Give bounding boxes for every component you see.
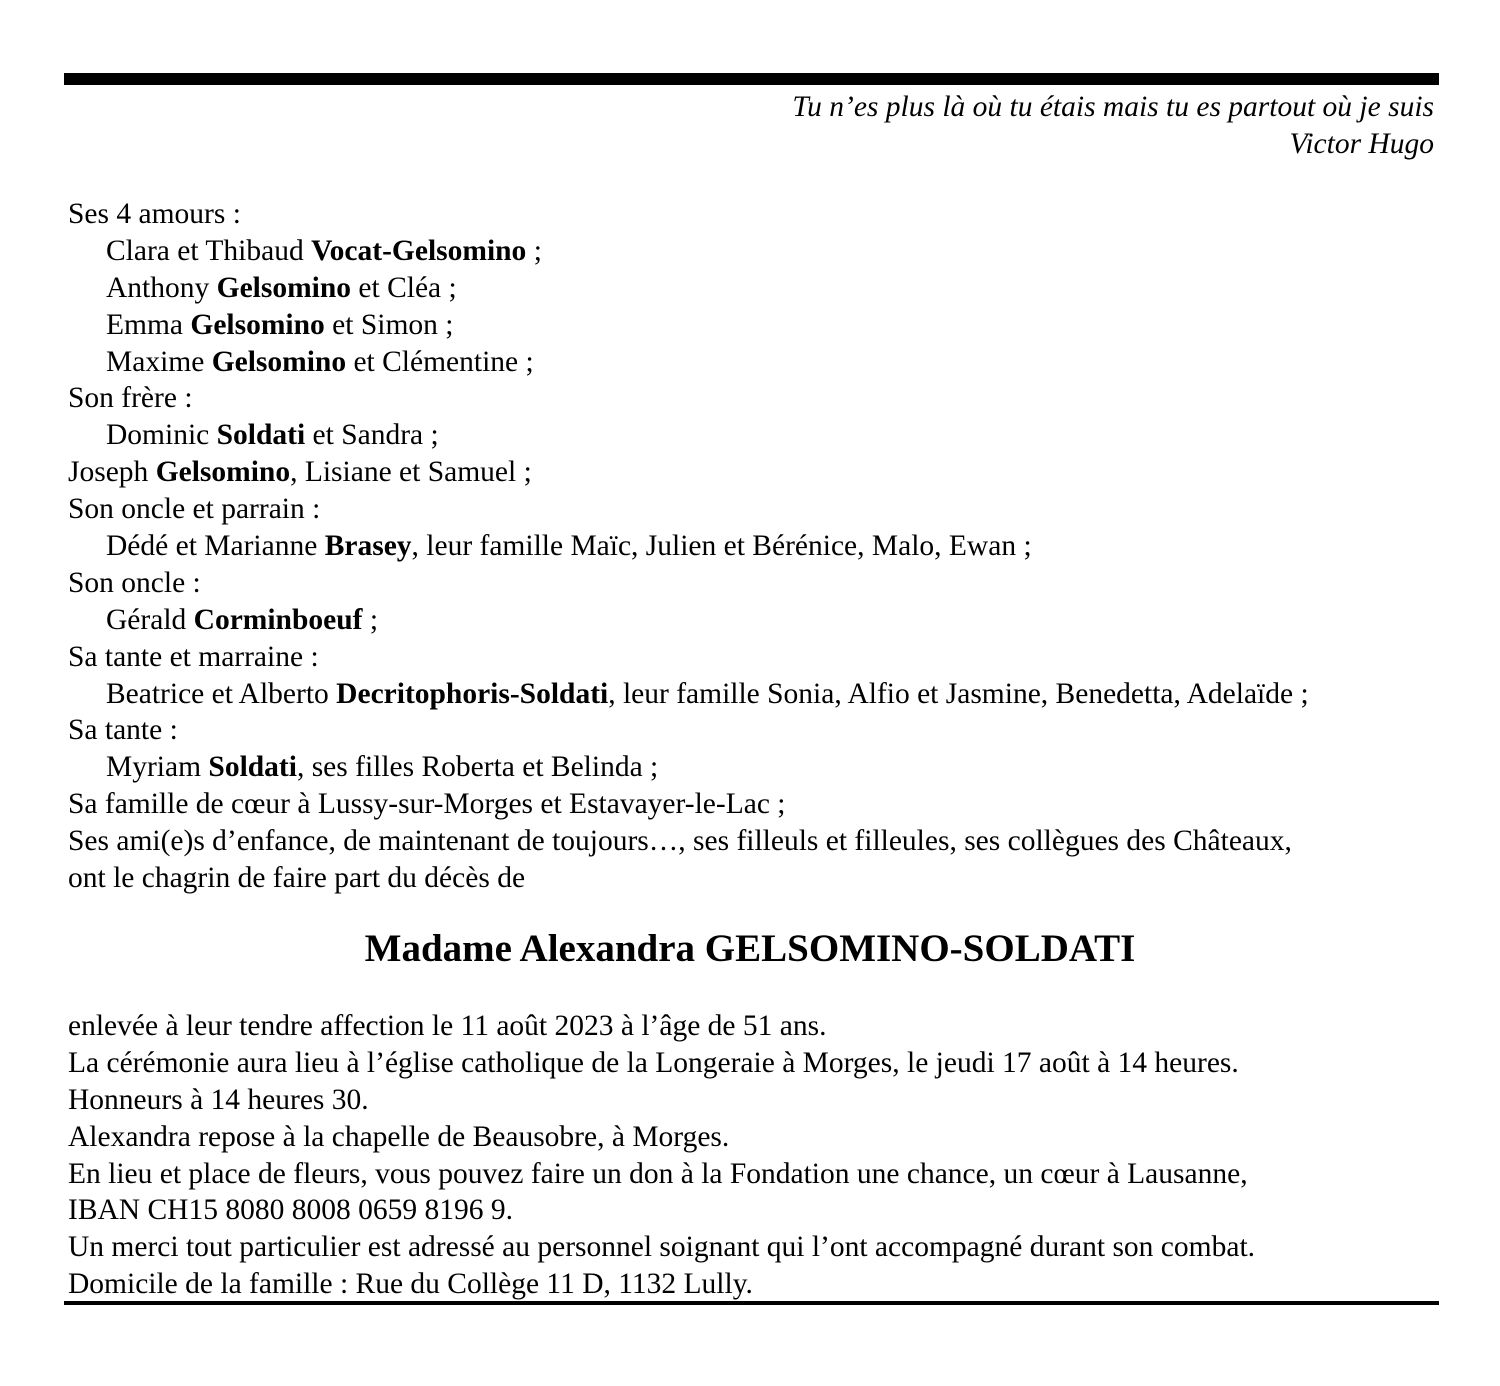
family-member-line (68, 307, 1309, 344)
details-line: En lieu et place de fleurs, vous pouvez faire un don à la Fondation une chance, un cœur à Lausanne, (68, 1157, 1248, 1190)
family-text: et Cléa ; (351, 271, 457, 304)
family-heading-line (68, 860, 1309, 897)
family-heading-line (68, 786, 1309, 823)
bottom-rule (64, 1301, 1439, 1305)
family-surname: Gelsomino (190, 308, 325, 341)
family-text: Clara et Thibaud (106, 234, 312, 267)
family-text: et Sandra ; (305, 419, 439, 452)
details-line: Alexandra repose à la chapelle de Beausobre, à Morges. (68, 1120, 730, 1153)
details-line: Un merci tout particulier est adressé au personnel soignant qui l’ont accompagné durant son combat. (68, 1231, 1256, 1264)
family-text: Sa famille de cœur à Lussy-sur-Morges et Estavayer-le-Lac ; (68, 788, 786, 821)
family-text: ; (526, 234, 542, 267)
family-text: Sa tante et marraine : (68, 640, 319, 673)
ceremony-details (68, 1008, 1255, 1303)
family-text: Dédé et Marianne (106, 530, 325, 563)
family-surname: Soldati (208, 751, 297, 784)
family-member-line (68, 602, 1309, 639)
family-member-line (68, 676, 1309, 713)
family-member-line (68, 528, 1309, 565)
family-text: , ses filles Roberta et Belinda ; (296, 751, 659, 784)
family-surname: Gelsomino (211, 345, 347, 378)
family-text: Maxime (106, 345, 212, 378)
details-line: La cérémonie aura lieu à l’église catholique de la Longeraie à Morges, le jeudi 17 août à 14 heures. (68, 1046, 1239, 1079)
family-text: Son frère : (68, 382, 193, 415)
family-member-line (68, 344, 1309, 381)
family-text: ; (362, 603, 379, 636)
family-list (68, 196, 1309, 897)
family-text: Emma (106, 308, 191, 341)
family-heading-line (68, 639, 1309, 676)
family-heading-line (68, 454, 1309, 491)
family-text: , leur famille Maïc, Julien et Bérénice, Malo, Ewan ; (411, 530, 1032, 563)
family-member-line (68, 417, 1309, 454)
family-surname: Brasey (324, 530, 412, 563)
family-heading-line (68, 196, 1309, 233)
quote-text: Tu n’es plus là où tu étais mais tu es partout où je suis (792, 91, 1434, 123)
family-surname: Gelsomino (216, 271, 352, 304)
family-text: , Lisiane et Samuel ; (290, 456, 532, 489)
details-line: Domicile de la famille : Rue du Collège 11 D, 1132 Lully. (68, 1268, 753, 1301)
family-member-line (68, 270, 1309, 307)
family-text: et Clémentine ; (346, 345, 534, 378)
family-text: Ses 4 amours : (68, 198, 241, 230)
details-line: enlevée à leur tendre affection le 11 août 2023 à l’âge de 51 ans. (68, 1010, 827, 1042)
epigraph (792, 89, 1434, 163)
family-heading-line (68, 712, 1309, 749)
family-surname: Gelsomino (155, 456, 291, 489)
family-surname: Soldati (216, 419, 306, 452)
top-rule (64, 73, 1439, 85)
deceased-name: Madame Alexandra GELSOMINO-SOLDATI (364, 927, 1136, 970)
family-text: Gérald (106, 603, 194, 636)
family-text: Son oncle : (68, 566, 201, 599)
family-text: Son oncle et parrain : (68, 493, 321, 526)
family-text: Beatrice et Alberto (106, 677, 337, 710)
family-member-line (68, 749, 1309, 786)
family-text: Sa tante : (68, 714, 178, 747)
quote-author: Victor Hugo (1289, 128, 1434, 160)
family-surname: Vocat-Gelsomino (311, 234, 527, 267)
family-text: Myriam (106, 751, 209, 784)
family-heading-line (68, 380, 1309, 417)
family-heading-line (68, 565, 1309, 602)
family-heading-line (68, 823, 1309, 860)
family-surname: Corminboeuf (193, 603, 363, 636)
family-heading-line (68, 491, 1309, 528)
family-surname: Decritophoris-Soldati (336, 677, 609, 710)
family-text: ont le chagrin de faire part du décès de (68, 862, 526, 895)
family-text: Dominic (106, 419, 217, 452)
family-text: Anthony (106, 271, 217, 304)
family-text: Ses ami(e)s d’enfance, de maintenant de toujours…, ses filleuls et filleules, ses collègues des Châteaux, (68, 825, 1292, 858)
details-line: Honneurs à 14 heures 30. (68, 1083, 369, 1116)
family-text: , leur famille Sonia, Alfio et Jasmine, Benedetta, Adelaïde ; (608, 677, 1309, 710)
details-line: IBAN CH15 8080 8008 0659 8196 9. (68, 1194, 513, 1227)
family-member-line (68, 233, 1309, 270)
family-text: Joseph (68, 456, 156, 489)
family-text: et Simon ; (324, 308, 454, 341)
